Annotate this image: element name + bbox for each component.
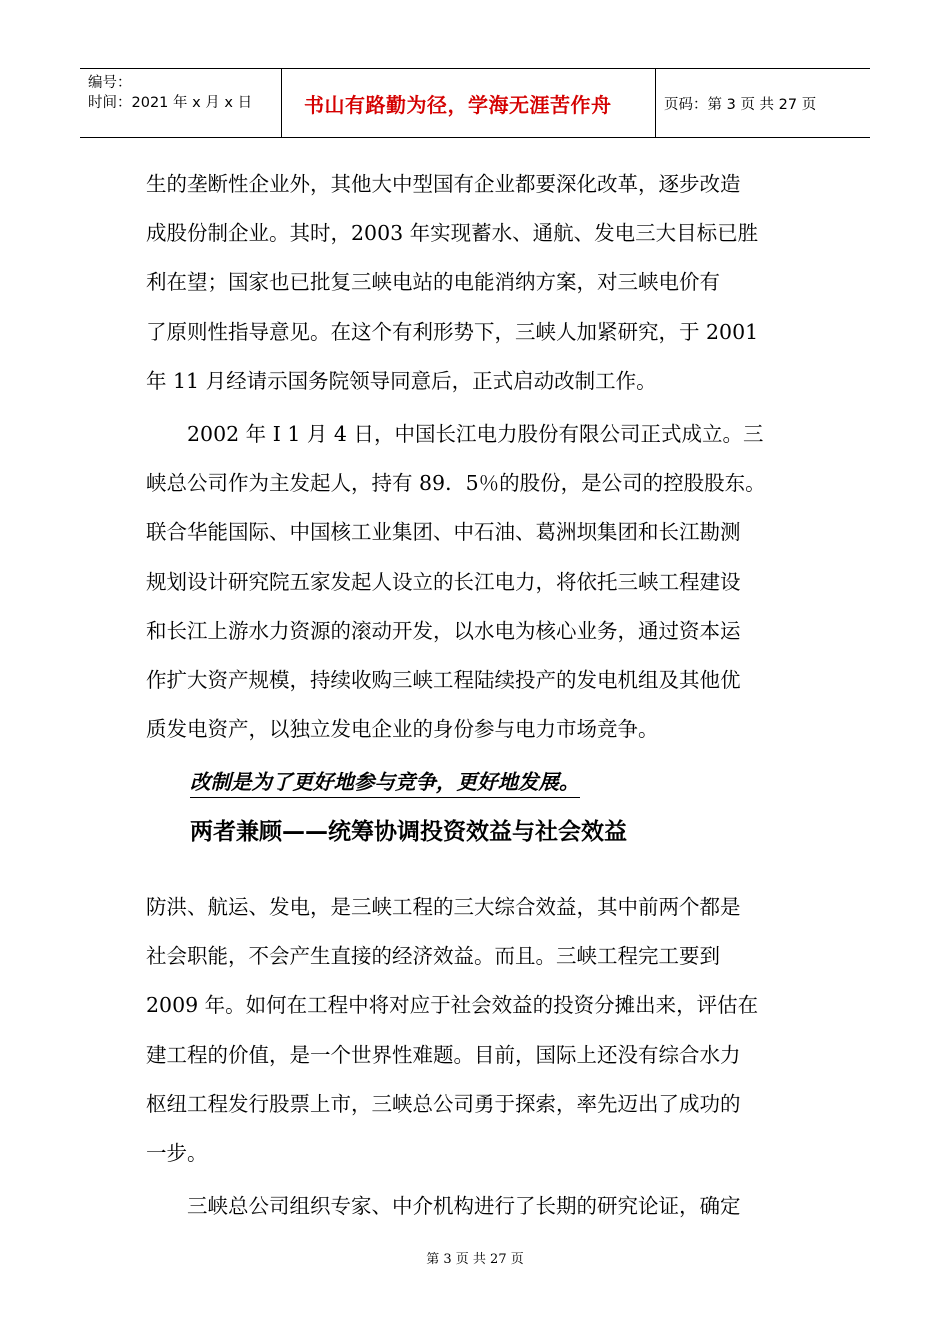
text-line: 年 11 月经请示国务院领导同意后，正式启动改制工作。 <box>146 368 657 393</box>
text-line: 三峡总公司组织专家、中介机构进行了长期的研究论证，确定 <box>146 1194 741 1218</box>
text-line: 2009 年。如何在工程中将对应于社会效益的投资分摊出来，评估在 <box>146 993 759 1018</box>
text-line: 了原则性指导意见。在这个有利形势下，三峡人加紧研究，于 2001 <box>146 319 759 344</box>
text-line: 利在望；国家也已批复三峡电站的电能消纳方案，对三峡电价有 <box>146 270 720 295</box>
text-line: 建工程的价值，是一个世界性难题。目前，国际上还没有综合水力 <box>146 1042 741 1067</box>
text-line: 防洪、航运、发电，是三峡工程的三大综合效益，其中前两个都是 <box>146 895 741 919</box>
text-line: 作扩大资产规模，持续收购三峡工程陆续投产的发电机组及其他优 <box>146 667 741 692</box>
text-line: 社会职能，不会产生直接的经济效益。而且。三峡工程完工要到 <box>146 944 720 969</box>
paragraph-2 <box>146 410 810 754</box>
italic-emphasis-line: 改制是为了更好地参与竞争，更好地发展。 <box>190 765 580 798</box>
header-page-info <box>656 69 870 137</box>
header-motto: 书山有路勤为径，学海无涯苦作舟 <box>304 92 612 117</box>
paragraph-4 <box>146 1182 810 1231</box>
text-line: 和长江上游水力资源的滚动开发，以水电为核心业务，通过资本运 <box>146 618 741 643</box>
text-line: 规划设计研究院五家发起人设立的长江电力，将依托三峡工程建设 <box>146 569 741 594</box>
page-number-info: 页码：第 3 页 共 27 页 <box>664 96 817 113</box>
text-line: 生的垄断性企业外，其他大中型国有企业都要深化改革，逐步改造 <box>146 172 741 196</box>
text-line: 2002 年 I 1 月 4 日，中国长江电力股份有限公司正式成立。三 <box>146 422 764 446</box>
paragraph-3 <box>146 883 810 1178</box>
document-number-label: 编号： <box>88 75 132 91</box>
text-line: 一步。 <box>146 1140 208 1165</box>
text-line: 质发电资产，以独立发电企业的身份参与电力市场竞争。 <box>146 717 659 742</box>
header-meta <box>80 69 282 137</box>
header-motto-cell <box>282 69 656 137</box>
page-footer: 第 3 页 共 27 页 <box>426 1252 524 1267</box>
paragraph-1 <box>146 160 810 406</box>
text-line: 联合华能国际、中国核工业集团、中石油、葛洲坝集团和长江勘测 <box>146 520 741 545</box>
text-line: 成股份制企业。其时，2003 年实现蓄水、通航、发电三大目标已胜 <box>146 221 759 246</box>
text-line: 峡总公司作为主发起人，持有 89．5％的股份，是公司的控股股东。 <box>146 471 766 496</box>
text-line: 枢纽工程发行股票上市，三峡总公司勇于探索，率先迈出了成功的 <box>146 1091 741 1116</box>
document-date: 时间：2021 年 x 月 x 日 <box>88 95 253 111</box>
section-heading: 两者兼顾——统筹协调投资效益与社会效益 <box>190 819 627 845</box>
document-header <box>80 68 870 138</box>
